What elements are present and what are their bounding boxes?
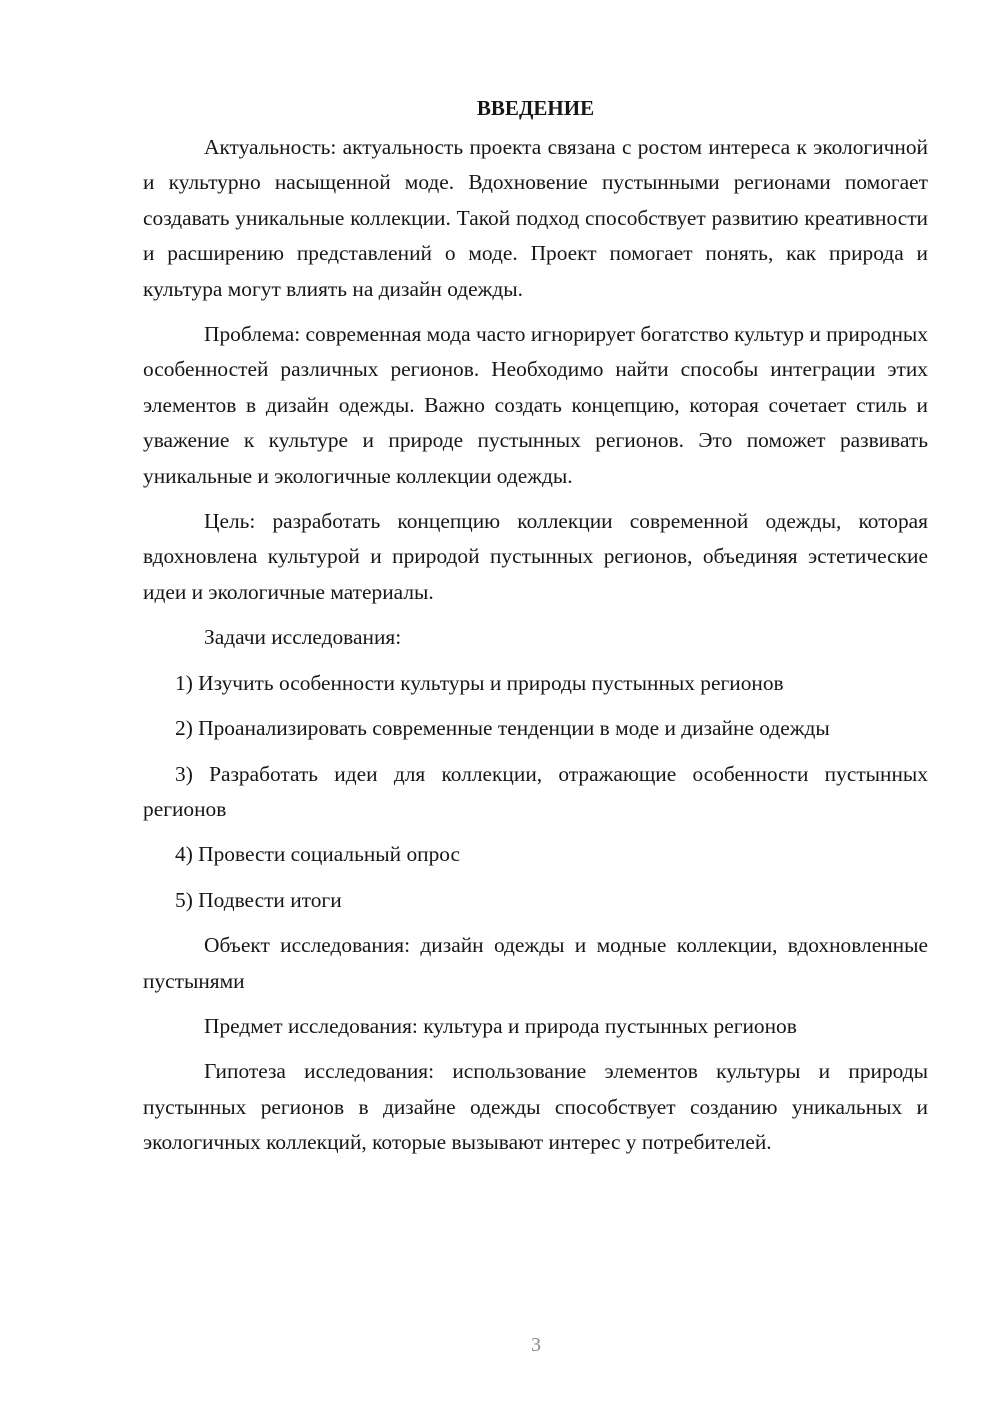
paragraph-hypothesis: Гипотеза исследования: использование элементов культуры и природы пустынных регионов в дизайне одежды способствует созданию уникальных и экологичных коллекций, которые вызывают интерес у потребителей. — [143, 1059, 928, 1155]
task-item-3: 3) Разработать идеи для коллекции, отражающие особенности пустынных регионов — [143, 761, 928, 821]
task-item-4: 4) Провести социальный опрос — [175, 842, 461, 867]
paragraph-relevance: Актуальность: актуальность проекта связана с ростом интереса к экологичной и культурно насыщенной моде. Вдохновение пустынными регионами помогает создавать уникальные коллекции. Такой подход способствует развитию креативности и расширению представлений о моде. Проект помогает понять, как природа и культура могут влиять на дизайн одежды. — [143, 135, 928, 301]
paragraph-object: Объект исследования: дизайн одежды и модные коллекции, вдохновленные пустынями — [143, 933, 928, 993]
page-content — [143, 90, 928, 1171]
section-title: ВВЕДЕНИЕ — [476, 96, 595, 120]
task-item-5: 5) Подвести итоги — [175, 887, 342, 912]
page-number: 3 — [531, 1334, 541, 1356]
task-item-1: 1) Изучить особенности культуры и природы пустынных регионов — [175, 670, 784, 695]
paragraph-subject: Предмет исследования: культура и природа пустынных регионов — [204, 1013, 797, 1038]
task-item-2: 2) Проанализировать современные тенденции в моде и дизайне одежды — [175, 716, 830, 741]
paragraph-tasks-heading: Задачи исследования: — [204, 625, 402, 650]
paragraph-problem: Проблема: современная мода часто игнорирует богатство культур и природных особенностей различных регионов. Необходимо найти способы интеграции этих элементов в дизайн одежды. Важно создать концепцию, которая сочетает стиль и уважение к культуре и природе пустынных регионов. Это поможет развивать уникальные и экологичные коллекции одежды. — [143, 322, 928, 488]
paragraph-goal: Цель: разработать концепцию коллекции современной одежды, которая вдохновлена культурой и природой пустынных регионов, объединяя эстетические идеи и экологичные материалы. — [143, 509, 928, 604]
